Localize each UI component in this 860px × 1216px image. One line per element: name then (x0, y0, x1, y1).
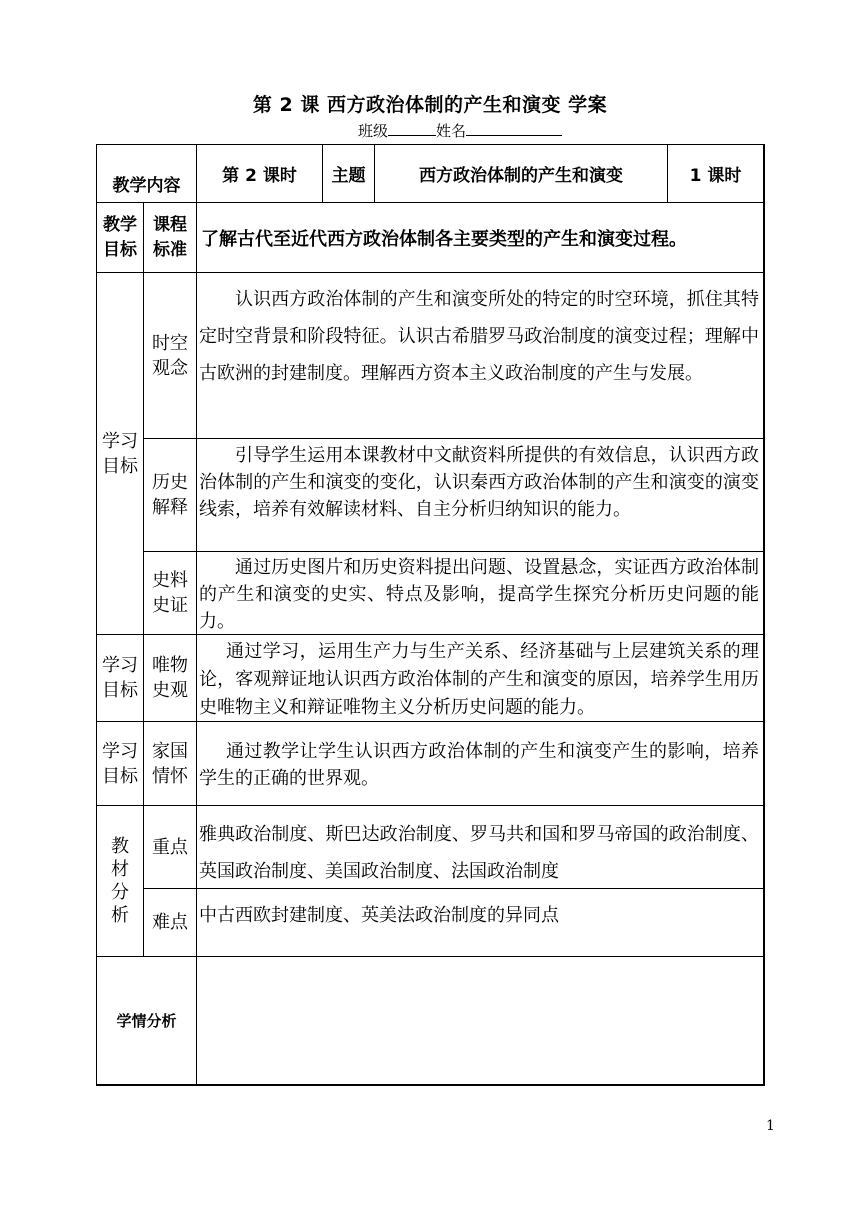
class-name-line (358, 120, 562, 141)
header-content-text: 教学内容 (112, 176, 181, 196)
class-blank[interactable] (388, 121, 436, 136)
key-text-content: 雅典政治制度、斯巴达政治制度、罗马共和国和罗马帝国的政治制度、英国政治制度、美国政治制度、法国政治制度 (199, 824, 759, 882)
difficulty-label (144, 889, 197, 957)
materialism-text-content: 通过学习，运用生产力与生产关系、经济基础与上层建筑关系的理论，客观辩证地认识西方政治体制的产生和演变的原因，培养学生用历史唯物主义和辩证唯物主义分析历史问题的能力。 (199, 641, 759, 718)
analysis-label (97, 806, 144, 957)
standard-text (197, 203, 764, 273)
evidence-label-text: 史料史证 (152, 570, 188, 616)
spacetime-text (197, 273, 764, 439)
materialism-label (97, 635, 144, 722)
header-topic (375, 145, 668, 203)
header-topic-label (323, 145, 375, 203)
materialism-sub-label-text: 唯物史观 (152, 655, 188, 701)
learning-label (97, 273, 144, 635)
materialism-label-text: 学习目标 (102, 655, 138, 701)
key-label (144, 806, 197, 889)
header-period-text: 第 2 课时 (222, 166, 297, 186)
patriotism-sub-label-text: 家国情怀 (152, 740, 188, 787)
spacetime-text-content: 认识西方政治体制的产生和演变所处的特定的时空环境，抓住其特定时空背景和阶段特征。认识古希腊罗马政治制度的演变过程；理解中古欧洲的封建制度。理解西方资本主义政治制度的产生与发展。 (199, 289, 759, 384)
patriotism-label-text: 学习目标 (102, 740, 138, 787)
header-hours (668, 145, 764, 203)
situation-label-text: 学情分析 (116, 1012, 177, 1030)
materialism-text (197, 635, 764, 722)
patriotism-label (97, 722, 144, 806)
learning-label-text: 学习目标 (102, 430, 138, 477)
analysis-label-text: 教材分析 (111, 836, 129, 926)
spacetime-label-text: 时空观念 (152, 332, 188, 379)
header-period (197, 145, 323, 203)
patriotism-text-content: 通过教学让学生认识西方政治体制的产生和演变产生的影响，培养学生的正确的世界观。 (199, 741, 759, 789)
situation-label (97, 957, 197, 1085)
difficulty-text (197, 889, 764, 957)
page-number: 1 (766, 1118, 775, 1134)
evidence-text (197, 552, 764, 635)
name-blank[interactable] (466, 121, 562, 136)
header-topic-label-text: 主题 (331, 166, 366, 186)
evidence-text-content: 通过历史图片和历史资料提出问题、设置悬念，实证西方政治体制的产生和演变的史实、特点及影响，提高学生探究分析历史问题的能力。 (199, 557, 759, 632)
patriotism-text (197, 722, 764, 806)
name-label: 姓名 (436, 122, 467, 140)
key-label-text: 重点 (152, 836, 188, 858)
history-text-content: 引导学生运用本课教材中文献资料所提供的有效信息，认识西方政治体制的产生和演变的变化，认识秦西方政治体制的产生和演变的演变线索，培养有效解读材料、自主分析归纳知识的能力。 (199, 445, 759, 520)
patriotism-sub-label (144, 722, 197, 806)
history-label-text: 历史解释 (152, 472, 188, 518)
history-text (197, 439, 764, 552)
situation-text[interactable] (197, 957, 764, 1085)
standard-text-content: 了解古代至近代西方政治体制各主要类型的产生和演变过程。 (201, 228, 687, 250)
class-label: 班级 (358, 122, 389, 140)
history-label (144, 439, 197, 552)
difficulty-text-content: 中古西欧封建制度、英美法政治制度的异同点 (199, 905, 559, 926)
difficulty-label-text: 难点 (152, 912, 188, 933)
header-hours-text: 1 课时 (689, 166, 742, 186)
goals-label-text: 教学目标 (103, 214, 137, 260)
header-content-label (97, 145, 197, 203)
key-text (197, 806, 764, 889)
goals-label (97, 203, 144, 273)
spacetime-label (144, 273, 197, 439)
materialism-sub-label (144, 635, 197, 722)
document-title: 第 2 课 西方政治体制的产生和演变 学案 (252, 94, 608, 116)
standard-label (144, 203, 197, 273)
standard-label-text: 课程标准 (153, 214, 187, 260)
evidence-label (144, 552, 197, 635)
header-topic-text: 西方政治体制的产生和演变 (419, 166, 623, 186)
